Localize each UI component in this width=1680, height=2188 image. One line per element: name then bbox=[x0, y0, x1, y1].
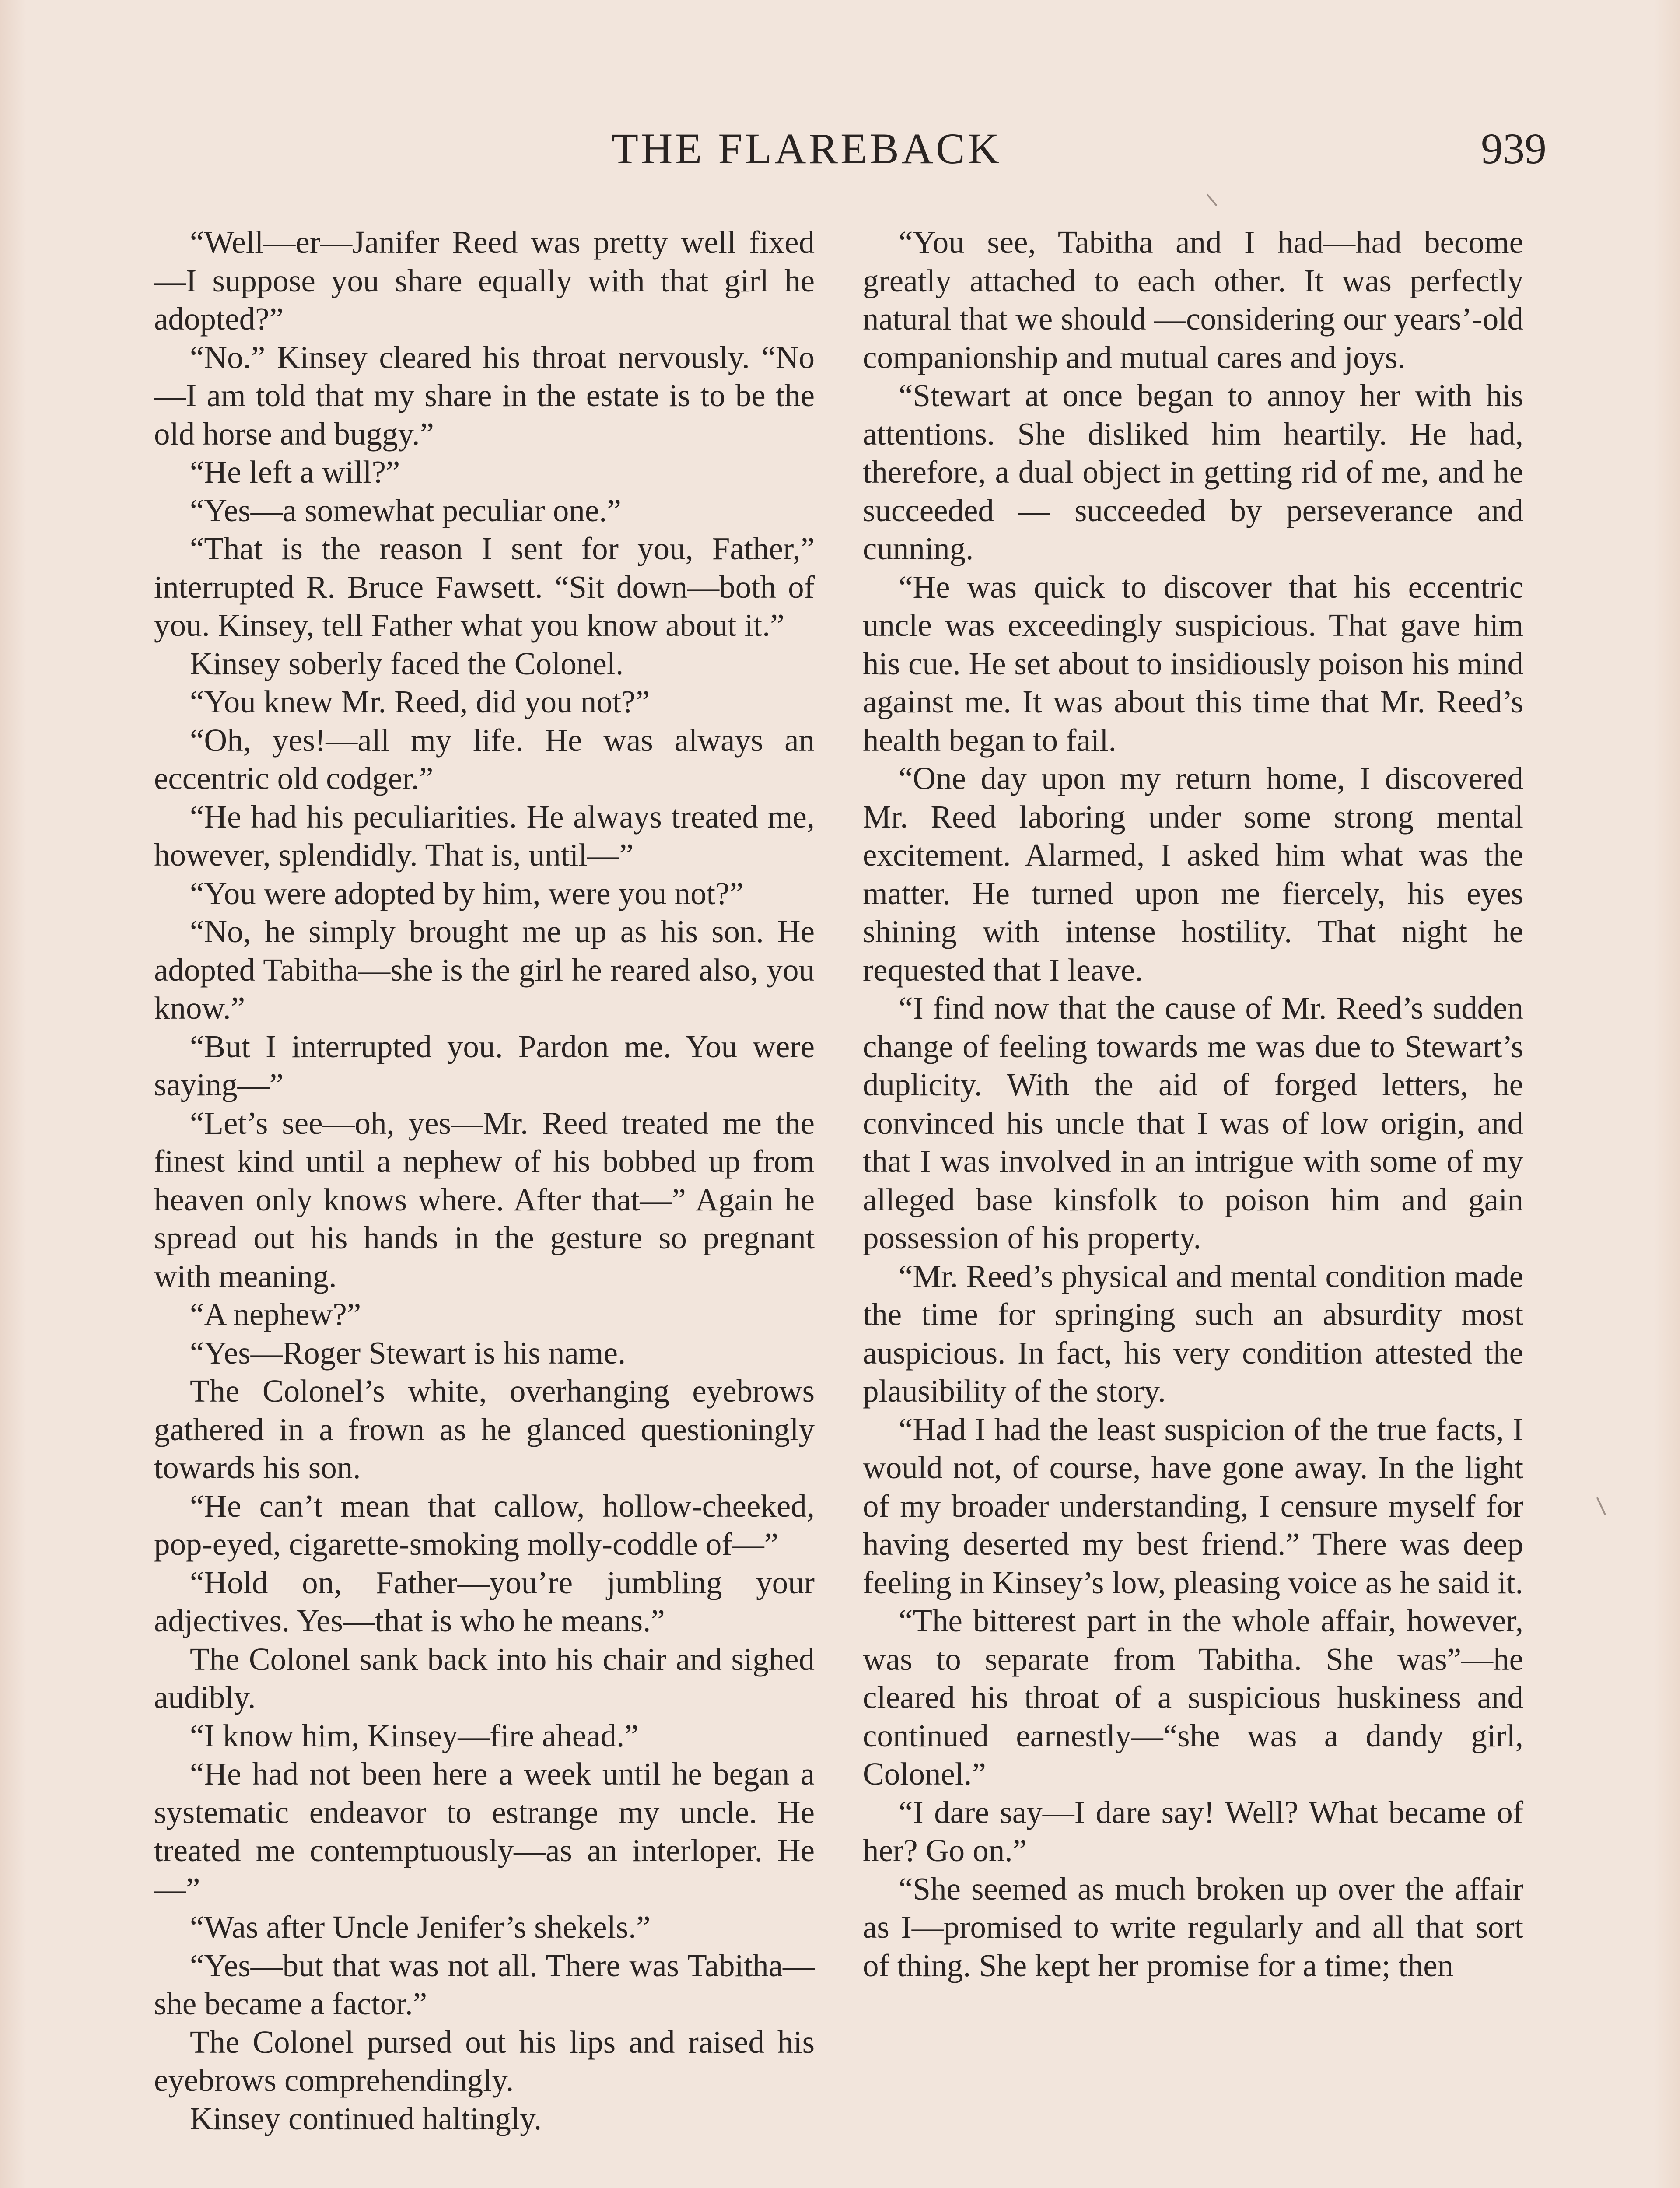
paragraph: “You see, Tabitha and I had—had become greatly attached to each other. It was perfectly natural that we should —considering our years’-old companionship and mutual cares and joys. bbox=[863, 224, 1523, 375]
paragraph: “You were adopted by him, were you not?” bbox=[190, 875, 744, 911]
paragraph: “But I interrupted you. Pardon me. You were saying—” bbox=[154, 1028, 815, 1102]
paragraph: The Colonel’s white, overhanging eyebrows gathered in a frown as he glanced questioningly towards his son. bbox=[154, 1373, 815, 1485]
page-number: 939 bbox=[1481, 124, 1547, 173]
paragraph: “Stewart at once began to annoy her with his attentions. She disliked him heartily. He had, therefore, a dual object in getting rid of me, and he succeeded — succeeded by perseverance and cunning. bbox=[863, 378, 1523, 566]
paragraph: “Let’s see—oh, yes—Mr. Reed treated me the finest kind until a nephew of his bobbed up from heaven only knows where. After that—” Again he spread out his hands in the gesture so pregnant with meaning. bbox=[154, 1105, 815, 1294]
paragraph: “No, he simply brought me up as his son. He adopted Tabitha—she is the girl he reared also, you know.” bbox=[154, 914, 815, 1026]
paragraph: “He had not been here a week until he began a systematic endeavor to estrange my uncle. He treated me contemptuously—as an interloper. He—” bbox=[154, 1756, 815, 1907]
paragraph: “I dare say—I dare say! Well? What became of her? Go on.” bbox=[863, 1794, 1523, 1868]
page-edge-shading-left bbox=[0, 0, 26, 2188]
paragraph: “That is the reason I sent for you, Father,” interrupted R. Bruce Fawsett. “Sit down—both of you. Kinsey, tell Father what you know about it.” bbox=[154, 531, 815, 643]
page-edge-shading-right bbox=[1654, 0, 1680, 2188]
paragraph: “She seemed as much broken up over the affair as I—promised to write regularly and all that sort of thing. She kept her promise for a time; then bbox=[863, 1871, 1523, 1983]
paragraph: “He left a will?” bbox=[190, 454, 400, 490]
paragraph: “I find now that the cause of Mr. Reed’s sudden change of feeling towards me was due to Stewart’s duplicity. With the aid of forged letters, he convinced his uncle that I was of low origin, and that I was involved in an intrigue with some of my alleged base kinsfolk to poison him and gain possession of his property. bbox=[863, 990, 1523, 1255]
paragraph: “You knew Mr. Reed, did you not?” bbox=[190, 684, 650, 719]
paragraph: “One day upon my return home, I discovered Mr. Reed laboring under some strong mental excitement. Alarmed, I asked him what was the matter. He turned upon me fiercely, his eyes shining with intense hostility. That night he requested that I leave. bbox=[863, 761, 1523, 988]
paragraph: “I know him, Kinsey—fire ahead.” bbox=[190, 1718, 639, 1753]
paragraph: The Colonel sank back into his chair and sighed audibly. bbox=[154, 1641, 815, 1715]
paragraph: “No.” Kinsey cleared his throat nervously. “No—I am told that my share in the estate is to be the old horse and buggy.” bbox=[154, 339, 815, 452]
paragraph: “Had I had the least suspicion of the true facts, I would not, of course, have gone away. In the light of my broader understanding, I censure myself for having deserted my best friend.” There was deep feeling in Kinsey’s low, pleasing voice as he said it. bbox=[863, 1411, 1523, 1600]
running-title: THE FLAREBACK bbox=[612, 124, 1002, 173]
paragraph: “Oh, yes!—all my life. He was always an eccentric old codger.” bbox=[154, 722, 815, 796]
paper-scuff-mark bbox=[1596, 1497, 1606, 1515]
paragraph: “The bitterest part in the whole affair, however, was to separate from Tabitha. She was”—he cleared his throat of a suspicious huskiness and continued earnestly—“she was a dandy girl, Colonel.” bbox=[863, 1603, 1523, 1792]
text-column-right bbox=[863, 223, 1523, 1985]
paragraph: “He can’t mean that callow, hollow-cheeked, pop-eyed, cigarette-smoking molly-coddle of—” bbox=[154, 1488, 815, 1562]
paragraph: “Was after Uncle Jenifer’s shekels.” bbox=[190, 1909, 651, 1945]
paragraph: “Yes—but that was not all. There was Tabitha—she became a factor.” bbox=[154, 1947, 815, 2021]
paper-scuff-mark bbox=[1207, 194, 1218, 207]
paragraph: Kinsey continued haltingly. bbox=[190, 2100, 542, 2136]
paragraph: “A nephew?” bbox=[190, 1297, 361, 1332]
paragraph: “Yes—a somewhat peculiar one.” bbox=[190, 492, 621, 528]
paragraph: “Yes—Roger Stewart is his name. bbox=[190, 1335, 626, 1371]
paragraph: “Hold on, Father—you’re jumbling your adjectives. Yes—that is who he means.” bbox=[154, 1564, 815, 1638]
paragraph: “Mr. Reed’s physical and mental condition made the time for springing such an absurdity most auspicious. In fact, his very condition attested the plausibility of the story. bbox=[863, 1258, 1523, 1409]
paragraph: The Colonel pursed out his lips and raised his eyebrows comprehendingly. bbox=[154, 2024, 815, 2098]
paragraph: “He was quick to discover that his eccentric uncle was exceedingly suspicious. That gave him his cue. He set about to insidiously poison his mind against me. It was about this time that Mr. Reed’s health began to fail. bbox=[863, 569, 1523, 758]
text-column-left bbox=[154, 223, 815, 2138]
paragraph: “Well—er—Janifer Reed was pretty well fixed—I suppose you share equally with that girl he adopted?” bbox=[154, 224, 815, 337]
paragraph: Kinsey soberly faced the Colonel. bbox=[190, 645, 624, 681]
paragraph: “He had his peculiarities. He always treated me, however, splendidly. That is, until—” bbox=[154, 799, 815, 873]
